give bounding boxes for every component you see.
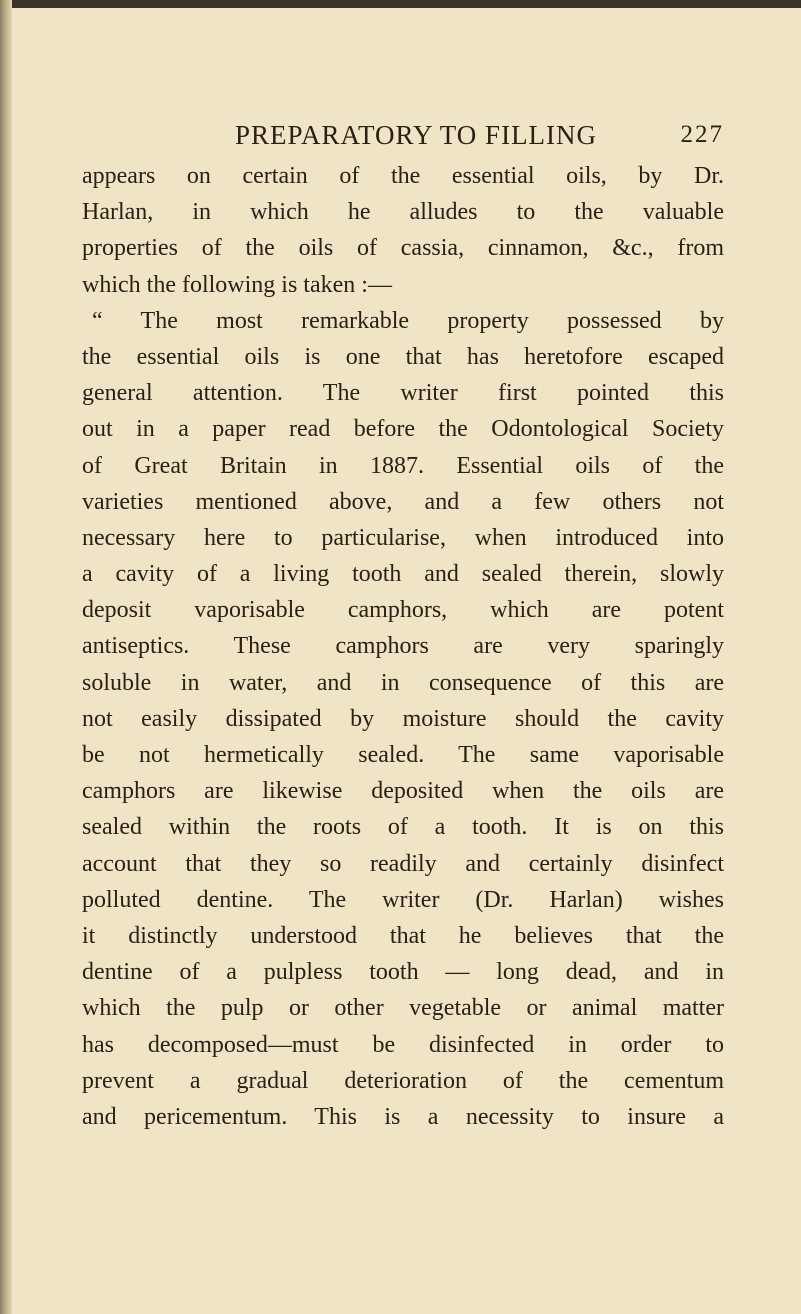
text-line: and pericementum. This is a necessity to insure a	[82, 1103, 724, 1130]
text-line: deposit vaporisable camphors, which are potent	[82, 597, 724, 624]
text-line: “ The most remarkable property possessed by	[92, 307, 724, 334]
text-line: prevent a gradual deterioration of the cementum	[82, 1067, 724, 1094]
body-text	[82, 158, 724, 1135]
text-line: which the pulp or other vegetable or animal matter	[82, 995, 724, 1022]
text-line: soluble in water, and in consequence of this are	[82, 669, 724, 696]
book-page	[82, 112, 724, 1135]
text-line: account that they so readily and certainly disinfect	[82, 850, 724, 877]
text-line: has decomposed—must be disinfected in order to	[82, 1031, 724, 1058]
text-line: the essential oils is one that has heretofore escaped	[82, 343, 724, 370]
text-line: of Great Britain in 1887. Essential oils of the	[82, 452, 724, 479]
text-line: be not hermetically sealed. The same vaporisable	[82, 742, 724, 768]
running-head-title: PREPARATORY TO FILLING	[234, 120, 598, 150]
text-line: sealed within the roots of a tooth. It is on this	[82, 814, 724, 841]
text-line: out in a paper read before the Odontological Society	[82, 416, 724, 443]
text-line: not easily dissipated by moisture should the cavity	[82, 705, 724, 732]
text-line: varieties mentioned above, and a few others not	[82, 488, 724, 515]
text-line: dentine of a pulpless tooth — long dead, and in	[82, 959, 724, 986]
running-head	[82, 112, 724, 158]
text-line: camphors are likewise deposited when the oils are	[82, 778, 724, 805]
text-line: necessary here to particularise, when introduced into	[82, 524, 724, 551]
text-line: it distinctly understood that he believes that the	[82, 922, 724, 949]
text-line: which the following is taken :—	[82, 271, 392, 298]
text-line: a cavity of a living tooth and sealed therein, slowly	[82, 561, 724, 588]
text-line: polluted dentine. The writer (Dr. Harlan) wishes	[82, 886, 724, 913]
text-line: general attention. The writer first pointed this	[82, 380, 724, 407]
text-line: Harlan, in which he alludes to the valuable	[82, 199, 724, 226]
page-top-shadow	[0, 0, 801, 8]
page-binding-edge	[0, 0, 12, 1314]
page-number: 227	[680, 121, 724, 148]
text-line: antiseptics. These camphors are very sparingly	[82, 633, 724, 660]
text-line: appears on certain of the essential oils, by Dr.	[82, 163, 724, 189]
text-line: properties of the oils of cassia, cinnamon, &c., from	[82, 235, 724, 262]
